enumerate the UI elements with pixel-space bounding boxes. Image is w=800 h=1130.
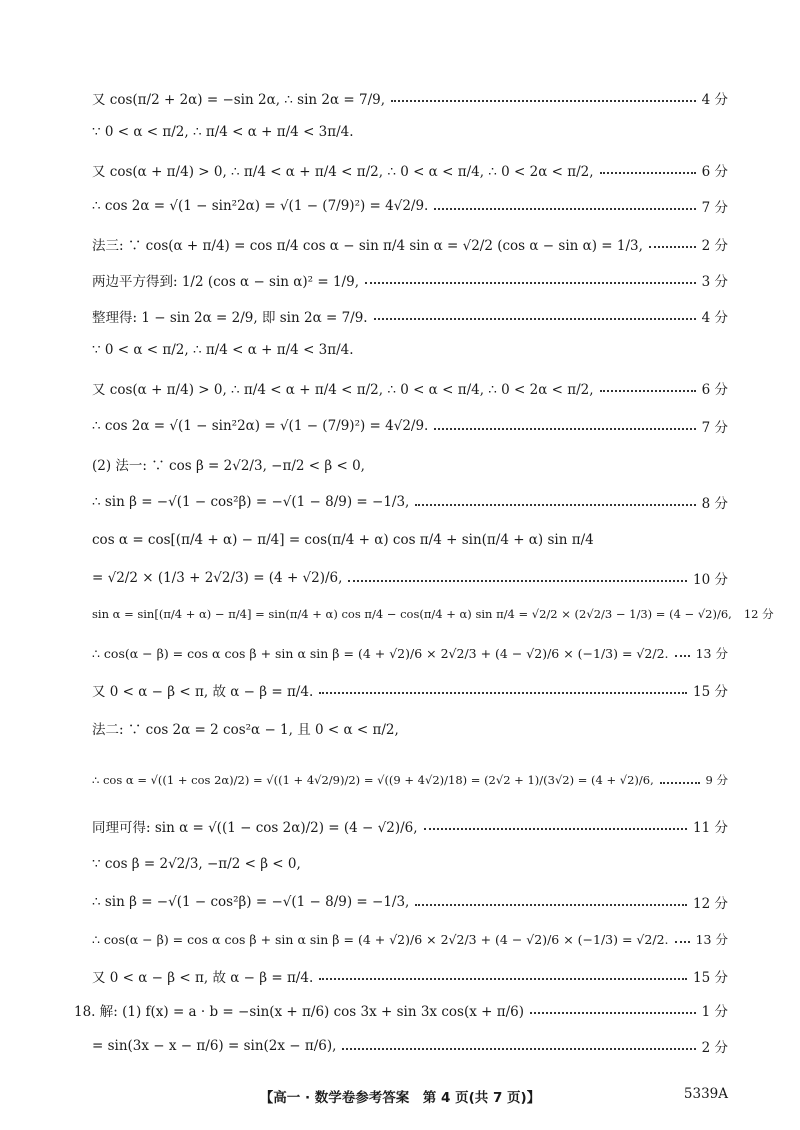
line-formula: 18. 解: (1) f(x) = a · b = −sin(x + π/6) cos 3x + sin 3x cos(x + π/6) bbox=[74, 1004, 525, 1020]
line-score: 13 分 bbox=[695, 932, 728, 947]
line-formula: 又 0 < α − β < π, 故 α − β = π/4. bbox=[92, 970, 314, 986]
solution-line bbox=[92, 718, 728, 738]
solution-line bbox=[92, 816, 728, 836]
line-score: 10 分 bbox=[693, 572, 728, 588]
solution-line bbox=[92, 492, 728, 512]
line-formula: 两边平方得到: 1/2 (cos α − sin α)² = 1/9, bbox=[92, 274, 359, 290]
page-footer bbox=[0, 1086, 800, 1108]
solution-line bbox=[74, 1000, 728, 1020]
line-formula: 又 cos(α + π/4) > 0, ∴ π/4 < α + π/4 < π/2, ∴ 0 < α < π/4, ∴ 0 < 2α < π/2, bbox=[92, 382, 594, 398]
solution-line bbox=[92, 606, 774, 622]
dotted-leader bbox=[675, 655, 690, 657]
line-score: 1 分 bbox=[701, 1004, 728, 1020]
line-score: 7 分 bbox=[701, 420, 728, 436]
line-formula: sin α = sin[(π/4 + α) − π/4] = sin(π/4 + α) cos π/4 − cos(π/4 + α) sin π/4 = √2/2 × (2√2/3 − 1/3) = (4 − √2)/6, bbox=[92, 607, 732, 621]
dotted-leader bbox=[348, 580, 687, 582]
solution-line bbox=[92, 124, 728, 140]
solution-line bbox=[92, 416, 728, 436]
line-formula: 又 0 < α − β < π, 故 α − β = π/4. bbox=[92, 684, 314, 700]
line-formula: = √2/2 × (1/3 + 2√2/3) = (4 + √2)/6, bbox=[92, 570, 343, 586]
line-score: 11 分 bbox=[693, 820, 728, 836]
line-formula: ∴ cos 2α = √(1 − sin²2α) = √(1 − (7/9)²) = 4√2/9. bbox=[92, 418, 429, 434]
line-score: 15 分 bbox=[693, 684, 728, 700]
dotted-leader bbox=[342, 1048, 695, 1050]
solution-line bbox=[92, 234, 728, 254]
line-formula: = sin(3x − x − π/6) = sin(2x − π/6), bbox=[92, 1038, 337, 1054]
dotted-leader bbox=[374, 318, 696, 320]
solution-line bbox=[92, 644, 728, 662]
dotted-leader bbox=[600, 172, 696, 174]
line-formula: 同理可得: sin α = √((1 − cos 2α)/2) = (4 − √2)/6, bbox=[92, 820, 418, 836]
dotted-leader bbox=[600, 390, 696, 392]
line-score: 2 分 bbox=[701, 238, 728, 254]
footer-code: 5339A bbox=[683, 1086, 728, 1102]
solution-line bbox=[92, 306, 728, 326]
line-formula: ∴ sin β = −√(1 − cos²β) = −√(1 − 8/9) = −1/3, bbox=[92, 494, 410, 510]
line-score: 12 分 bbox=[743, 607, 774, 621]
line-score: 15 分 bbox=[693, 970, 728, 986]
solution-line bbox=[92, 88, 728, 108]
dotted-leader bbox=[415, 504, 695, 506]
solution-line bbox=[92, 532, 728, 548]
line-formula: ∴ cos 2α = √(1 − sin²2α) = √(1 − (7/9)²) = 4√2/9. bbox=[92, 198, 429, 214]
dotted-leader bbox=[530, 1012, 696, 1014]
line-formula: ∴ cos(α − β) = cos α cos β + sin α sin β = (4 + √2)/6 × 2√2/3 + (4 − √2)/6 × (−1/3) = √2/2. bbox=[92, 645, 669, 661]
line-formula: ∵ cos β = 2√2/3, −π/2 < β < 0, bbox=[92, 856, 301, 872]
dotted-leader bbox=[675, 941, 690, 943]
dotted-leader bbox=[424, 828, 687, 830]
solution-line bbox=[92, 772, 728, 788]
line-formula: 整理得: 1 − sin 2α = 2/9, 即 sin 2α = 7/9. bbox=[92, 310, 368, 326]
line-score: 8 分 bbox=[701, 496, 728, 512]
line-score: 3 分 bbox=[701, 274, 728, 290]
solution-line bbox=[92, 856, 728, 872]
solution-line bbox=[92, 930, 728, 948]
dotted-leader bbox=[649, 246, 696, 248]
solution-line bbox=[92, 454, 728, 474]
solution-line bbox=[92, 966, 728, 986]
line-formula: ∴ sin β = −√(1 − cos²β) = −√(1 − 8/9) = −1/3, bbox=[92, 894, 410, 910]
line-score: 12 分 bbox=[693, 896, 728, 912]
solution-line bbox=[92, 568, 728, 588]
line-formula: ∵ 0 < α < π/2, ∴ π/4 < α + π/4 < 3π/4. bbox=[92, 342, 354, 358]
line-score: 2 分 bbox=[701, 1040, 728, 1056]
line-score: 13 分 bbox=[695, 646, 728, 661]
dotted-leader bbox=[365, 282, 696, 284]
line-formula: ∴ cos(α − β) = cos α cos β + sin α sin β = (4 + √2)/6 × 2√2/3 + (4 − √2)/6 × (−1/3) = √2/2. bbox=[92, 931, 669, 947]
solution-line bbox=[92, 680, 728, 700]
line-formula: 又 cos(α + π/4) > 0, ∴ π/4 < α + π/4 < π/2, ∴ 0 < α < π/4, ∴ 0 < 2α < π/2, bbox=[92, 164, 594, 180]
solution-line bbox=[92, 378, 728, 398]
line-formula: cos α = cos[(π/4 + α) − π/4] = cos(π/4 + α) cos π/4 + sin(π/4 + α) sin π/4 bbox=[92, 532, 594, 548]
dotted-leader bbox=[319, 978, 687, 980]
solution-line bbox=[92, 270, 728, 290]
solution-line bbox=[92, 160, 728, 180]
dotted-leader bbox=[415, 904, 687, 906]
dotted-leader bbox=[434, 208, 695, 210]
dotted-leader bbox=[391, 100, 696, 102]
line-formula: 又 cos(π/2 + 2α) = −sin 2α, ∴ sin 2α = 7/9, bbox=[92, 92, 386, 108]
dotted-leader bbox=[660, 782, 700, 784]
dotted-leader bbox=[434, 428, 695, 430]
line-formula: (2) 法一: ∵ cos β = 2√2/3, −π/2 < β < 0, bbox=[92, 458, 365, 474]
solution-line bbox=[92, 342, 728, 358]
solution-line bbox=[92, 892, 728, 912]
line-score: 4 分 bbox=[701, 310, 728, 326]
solution-line bbox=[92, 1036, 728, 1056]
line-formula: 法三: ∵ cos(α + π/4) = cos π/4 cos α − sin π/4 sin α = √2/2 (cos α − sin α) = 1/3, bbox=[92, 238, 643, 254]
line-score: 7 分 bbox=[701, 200, 728, 216]
footer-title: 【高一 · 数学卷参考答案 第 4 页(共 7 页)】 bbox=[259, 1090, 541, 1106]
line-formula: 法二: ∵ cos 2α = 2 cos²α − 1, 且 0 < α < π/2, bbox=[92, 722, 399, 738]
line-formula: ∵ 0 < α < π/2, ∴ π/4 < α + π/4 < 3π/4. bbox=[92, 124, 354, 140]
line-score: 9 分 bbox=[705, 773, 728, 787]
line-score: 6 分 bbox=[701, 164, 728, 180]
solution-line bbox=[92, 196, 728, 216]
line-formula: ∴ cos α = √((1 + cos 2α)/2) = √((1 + 4√2/9)/2) = √((9 + 4√2)/18) = (2√2 + 1)/(3√2) = (4 + √2)/6, bbox=[92, 773, 654, 787]
line-score: 6 分 bbox=[701, 382, 728, 398]
line-score: 4 分 bbox=[701, 92, 728, 108]
dotted-leader bbox=[319, 692, 687, 694]
